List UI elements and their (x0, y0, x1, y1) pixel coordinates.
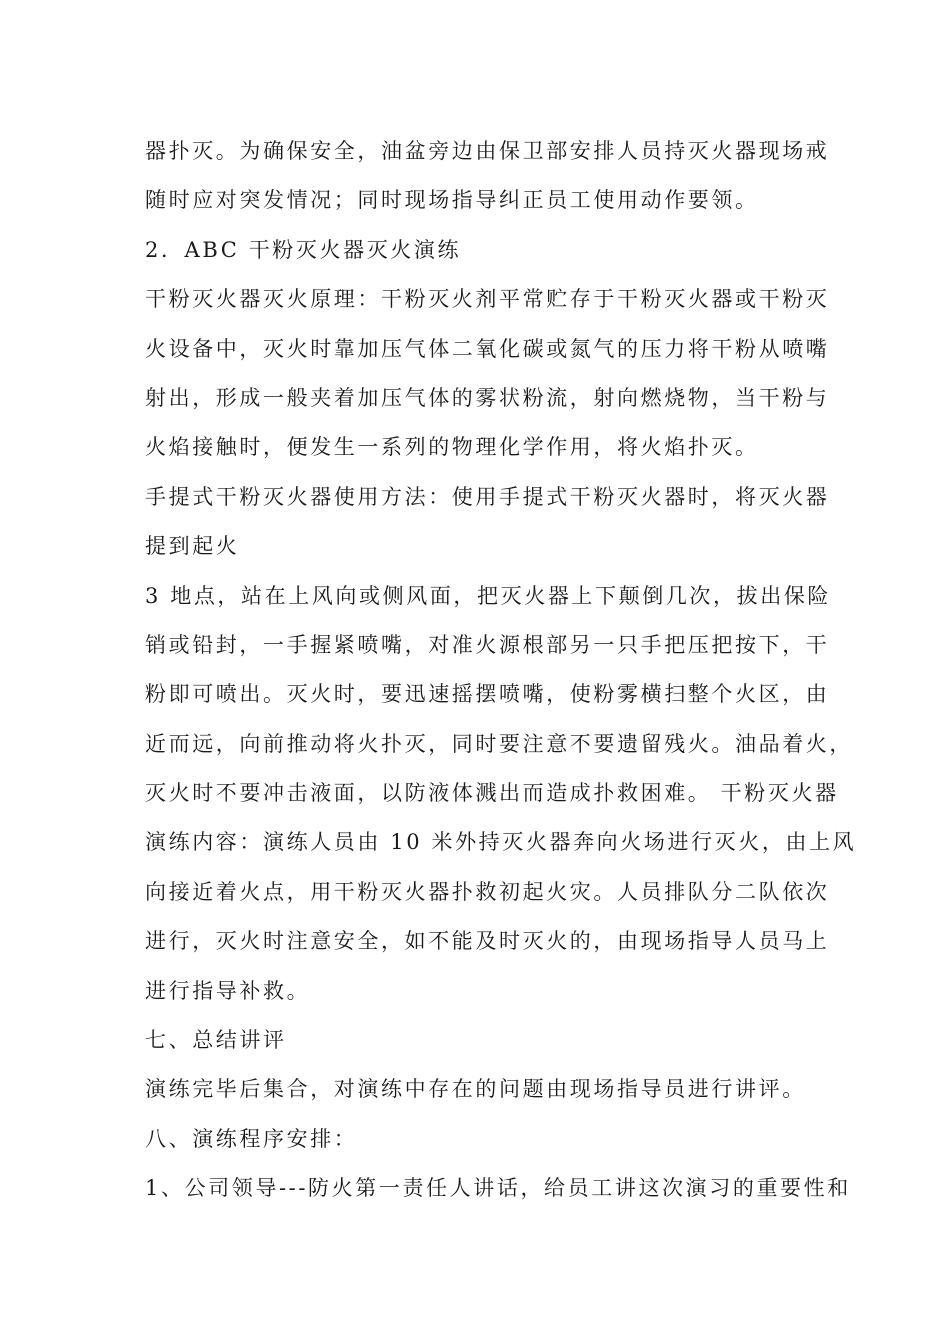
paragraph-line: 演练完毕后集合，对演练中存在的问题由现场指导员进行讲评。 (145, 1077, 806, 1102)
document-body (145, 127, 857, 1214)
paragraph-line: 粉即可喷出。灭火时，要迅速摇摆喷嘴，使粉雾横扫整个火区，由 (145, 682, 830, 707)
paragraph-line: 火焰接触时，便发生一系列的物理化学作用，将火焰扑灭。 (145, 435, 759, 460)
paragraph-line: 进行指导补救。 (145, 978, 311, 1003)
paragraph-line: 近而远，向前推动将火扑灭，同时要注意不要遗留残火。油品着火， (145, 731, 853, 756)
paragraph-line: 灭火时不要冲击液面，以防液体溅出而造成扑救困难。 干粉灭火器 (145, 781, 839, 806)
paragraph-line: 火设备中，灭火时靠加压气体二氧化碳或氮气的压力将干粉从喷嘴 (145, 336, 830, 361)
paragraph-line: 销或铅封，一手握紧喷嘴，对准火源根部另一只手把压把按下，干 (145, 632, 830, 657)
section-heading: 八、演练程序安排： (145, 1126, 358, 1151)
paragraph-line: 手提式干粉灭火器使用方法：使用手提式干粉灭火器时，将灭火器 (145, 484, 830, 509)
paragraph-line: 器扑灭。为确保安全，油盆旁边由保卫部安排人员持灭火器现场戒 (145, 139, 830, 163)
section-heading: 七、总结讲评 (145, 1028, 287, 1053)
paragraph-line: 1、公司领导---防火第一责任人讲话，给员工讲这次演习的重要性和 (145, 1176, 851, 1201)
paragraph-line: 提到起火 (145, 534, 240, 559)
paragraph-line: 进行，灭火时注意安全，如不能及时灭火的，由现场指导人员马上 (145, 929, 830, 954)
paragraph-line: 演练内容：演练人员由 10 米外持灭火器奔向火场进行灭火，由上风 (145, 830, 857, 855)
paragraph-line: 随时应对突发情况；同时现场指导纠正员工使用动作要领。 (145, 188, 759, 213)
paragraph-line: 3 地点，站在上风向或侧风面，把灭火器上下颠倒几次，拔出保险 (145, 583, 832, 608)
paragraph-line: 向接近着火点，用干粉灭火器扑救初起火灾。人员排队分二队依次 (145, 879, 830, 904)
paragraph-line: 射出，形成一般夹着加压气体的雾状粉流，射向燃烧物，当干粉与 (145, 385, 830, 410)
paragraph-line: 干粉灭火器灭火原理：干粉灭火剂平常贮存于干粉灭火器或干粉灭 (145, 287, 830, 312)
section-heading: 2．ABC 干粉灭火器灭火演练 (145, 237, 462, 262)
